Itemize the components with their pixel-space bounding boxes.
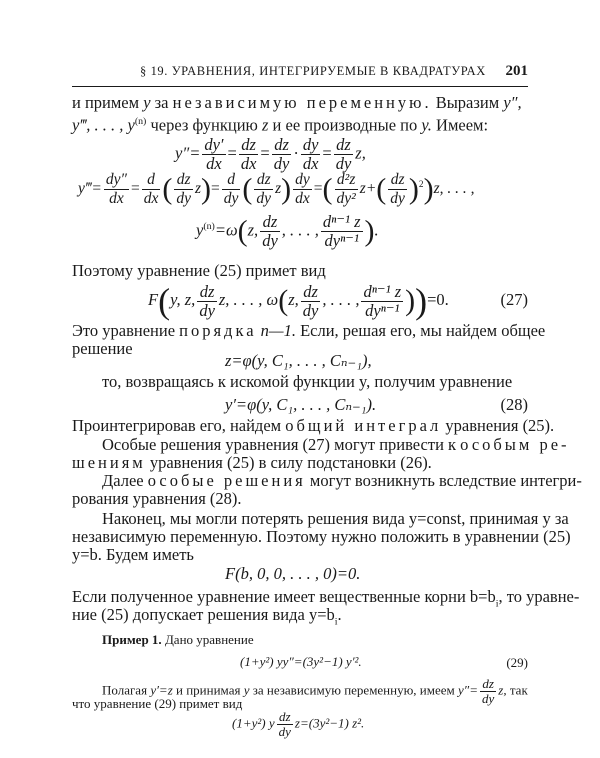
formula-27: F(y, z, $\frac{dz}{dy}$ z, . . . , ω(z, $\frac{dz}{dy}$ , . . . , $\frac{\text{dⁿ⁻¹ z}}{\text{dyⁿ⁻¹}}$ ))=0. — [148, 281, 449, 321]
text-paragraph-9-line-2: ние (25) допускает решения вида $y=b_i$. — [72, 605, 342, 628]
formula-yn: $y^{(n)}=\omega(z$, $\frac{dz}{dy}$ , . . . , $\frac{\text{dⁿ⁻¹ z}}{\text{dyⁿ⁻¹}}$ ). — [196, 212, 379, 250]
text-paragraph-8-line-1: Наконец, мы могли потерять решения вида y=const, принимая y за — [102, 509, 569, 528]
formula-y3: y‴= $\frac{dy''}{dx}$ = $\frac{d}{dx}$ ( $\frac{dz}{dy}$ z)= $\frac{d}{dy}$ ( $\frac{dz}{dy}$ z) $\frac{dy}{dx}$ =( $\frac{\text{d²z}}{\text{dy²}}$ z+( $\frac{dz}{dy}$ )$^2$)z, . . . , — [78, 171, 475, 207]
header-rule — [72, 86, 528, 87]
text-paragraph-7-line-1: Далее особые решения могут возникнуть вследствие интегри- — [102, 471, 582, 490]
formula-28: y′=φ(y, C₁, . . . , Cₙ₋₁). — [225, 395, 377, 414]
text-paragraph-2: Поэтому уравнение (25) примет вид — [72, 261, 326, 280]
text-paragraph-3-line-2: решение — [72, 339, 133, 358]
text-paragraph-4: то, возвращаясь к искомой функции y, получим уравнение — [102, 372, 513, 391]
example-text-line-2: что уравнение (29) примет вид — [72, 696, 243, 711]
example-heading: Пример 1. Дано уравнение — [102, 632, 254, 647]
running-header: § 19. УРАВНЕНИЯ, ИНТЕГРИРУЕМЫЕ В КВАДРАТУРАХ — [140, 64, 486, 78]
formula-F-b: F(b, 0, 0, . . . , 0)=0. — [225, 564, 361, 583]
text-paragraph-9-line-1: Если полученное уравнение имеет вещественные корни $b=b_i$, то уравне- — [72, 587, 580, 610]
equation-number-28: (28) — [500, 395, 528, 414]
formula-example-result: (1+y²) y $\frac{dz}{dy}$ z=(3y²−1) z². — [232, 709, 365, 739]
formula-general-solution: z=φ(y, C₁, . . . , Cₙ₋₁), — [225, 351, 372, 370]
text-line-1: и примем y за независимую переменную. Выразим y″, — [72, 93, 522, 112]
text-line-2: y‴, . . . , $y^{(n)}$ через функцию z и ее производные по y. Имеем: — [72, 115, 489, 135]
example-text-line-1: Полагая y′=z и принимая y за независимую переменную, имеем y″= $\frac{dz}{dy}$ z, так — [102, 676, 528, 706]
formula-29: (1+y²) yy″=(3y²−1) y′². — [240, 654, 362, 669]
text-paragraph-5: Проинтегрировав его, найдем общий интеграл уравнения (25). — [72, 416, 555, 435]
page-number: 201 — [505, 63, 528, 79]
equation-number-27: (27) — [500, 290, 528, 309]
text-paragraph-3-line-1: Это уравнение порядка n—1. Если, решая его, мы найдем общее — [72, 321, 546, 340]
equation-number-29: (29) — [506, 655, 528, 670]
text-paragraph-6-line-1: Особые решения уравнения (27) могут привести к особым ре- — [102, 435, 570, 454]
text-paragraph-7-line-2: рования уравнения (28). — [72, 489, 242, 508]
text-paragraph-6-line-2: шениям уравнения (25) в силу подстановки (26). — [72, 453, 432, 472]
text-paragraph-8-line-3: y=b. Будем иметь — [72, 545, 194, 564]
text-paragraph-8-line-2: независимую переменную. Поэтому нужно положить в уравнении (25) — [72, 527, 571, 546]
formula-y2: y″= $\frac{dy'}{dx}$ = $\frac{dz}{dx}$ = $\frac{dz}{dy}$ · $\frac{dy}{dx}$ = $\frac{dz}{dy}$ z, — [175, 135, 366, 173]
